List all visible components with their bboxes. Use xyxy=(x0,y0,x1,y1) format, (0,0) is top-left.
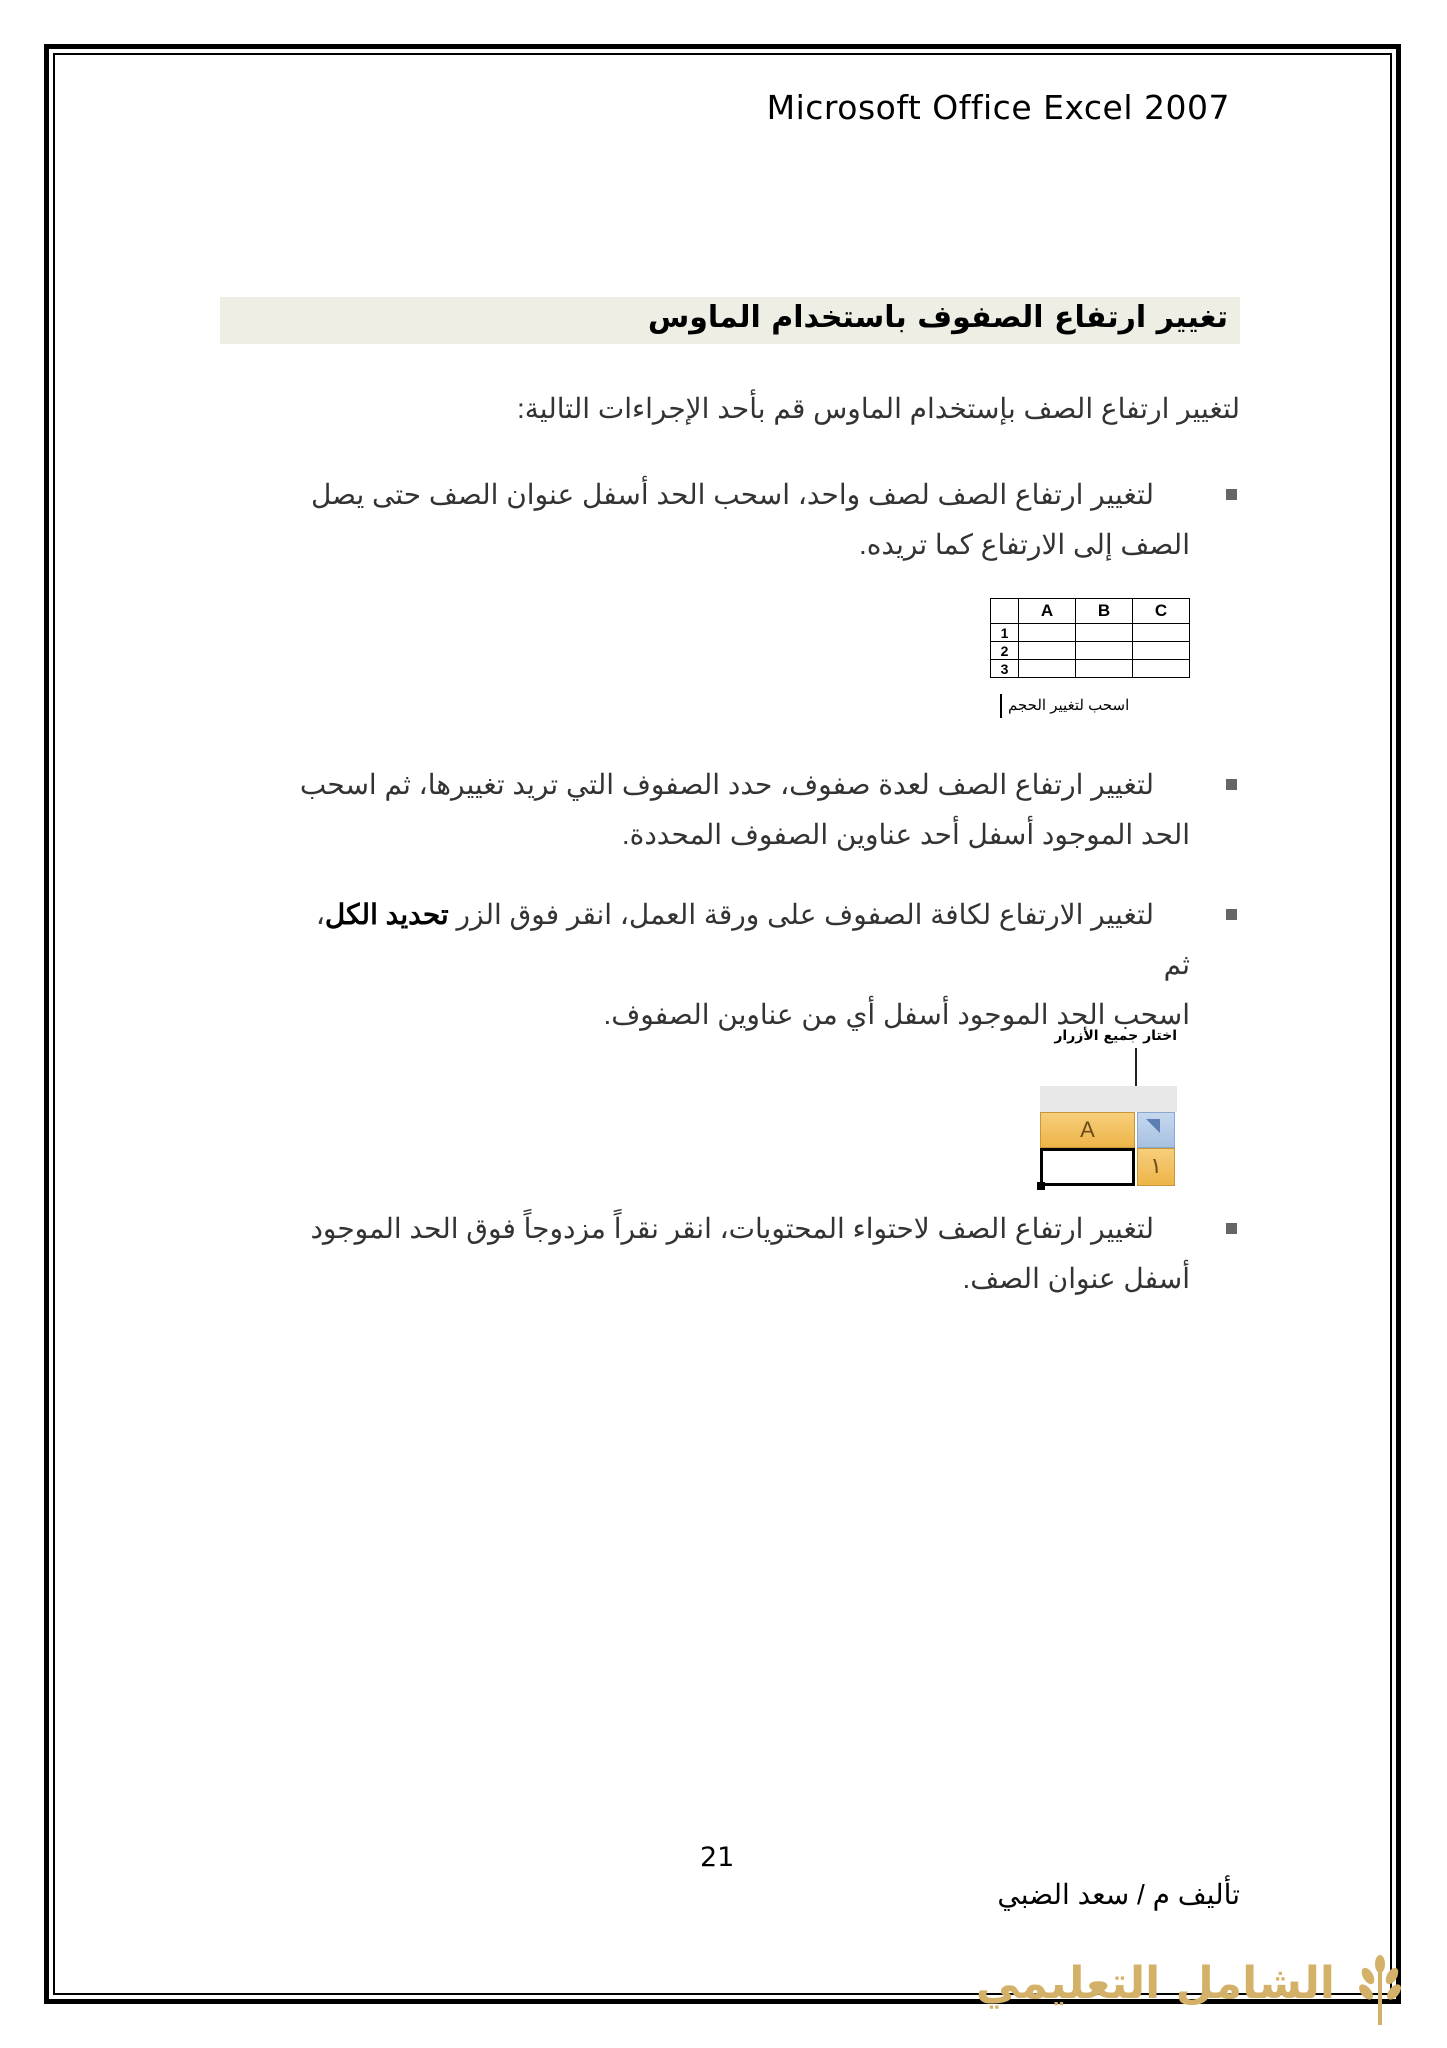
bullet-line: لتغيير ارتفاع الصف لاحتواء المحتويات، انقر نقراً مزدوجاً فوق الحد الموجود xyxy=(310,1213,1154,1244)
figure-caption: اختار جميع الأزرار xyxy=(1054,1028,1177,1044)
header-title: Microsoft Office Excel 2007 xyxy=(766,88,1230,127)
grid-cell xyxy=(1076,642,1133,660)
bullet-text: لتغيير الارتفاع لكافة الصفوف على ورقة العمل، انقر فوق الزر xyxy=(448,899,1154,930)
intro-paragraph: لتغيير ارتفاع الصف بإستخدام الماوس قم بأحد الإجراءات التالية: xyxy=(517,393,1240,424)
bullet-item xyxy=(290,470,1190,570)
bullet-text: ، ثم xyxy=(315,899,1190,980)
select-all-triangle-icon xyxy=(1146,1119,1160,1133)
grid-cell xyxy=(1019,624,1076,642)
bullet-item xyxy=(290,760,1190,860)
column-header: A xyxy=(1040,1112,1135,1148)
bullet-marker xyxy=(1226,1223,1237,1234)
bullet-line xyxy=(290,890,1190,990)
section-heading-bar xyxy=(220,297,1240,344)
column-header: C xyxy=(1133,599,1190,624)
grid-cell xyxy=(1076,660,1133,678)
bullet-line: أسفل عنوان الصف. xyxy=(962,1263,1190,1294)
figure-caption: اسحب لتغيير الحجم xyxy=(1008,697,1130,714)
resize-cursor-icon xyxy=(1000,694,1002,718)
bullet-line: الحد الموجود أسفل أحد عناوين الصفوف المحددة. xyxy=(621,819,1190,850)
bullet-line: لتغيير ارتفاع الصف لصف واحد، اسحب الحد أسفل عنوان الصف حتى يصل xyxy=(310,479,1154,510)
column-header: A xyxy=(1019,599,1076,624)
active-cell xyxy=(1040,1148,1135,1186)
bullet-line: لتغيير ارتفاع الصف لعدة صفوف، حدد الصفوف التي تريد تغييرها، ثم اسحب xyxy=(299,769,1154,800)
bullet-marker xyxy=(1226,489,1237,500)
grid-cell xyxy=(1076,624,1133,642)
grid-cell xyxy=(1019,660,1076,678)
row-header: 1 xyxy=(991,624,1019,642)
row-resize-figure xyxy=(990,598,1190,723)
bullet-marker xyxy=(1226,779,1237,790)
author-credit: تأليف م / سعد الضبي xyxy=(997,1879,1240,1910)
select-all-label: تحديد الكل xyxy=(324,899,449,930)
select-all-button[interactable] xyxy=(1137,1112,1175,1148)
grid-cell xyxy=(1019,642,1076,660)
row-header: ١ xyxy=(1137,1148,1175,1186)
bullet-item xyxy=(290,1204,1190,1304)
fill-handle-icon xyxy=(1037,1182,1045,1190)
ribbon-strip xyxy=(1040,1086,1177,1112)
corner-cell xyxy=(991,599,1019,624)
column-header: B xyxy=(1076,599,1133,624)
mini-grid xyxy=(990,598,1190,678)
bullet-line: الصف إلى الارتفاع كما تريده. xyxy=(858,529,1190,560)
wheat-logo-icon xyxy=(1340,1950,1420,2030)
select-all-figure xyxy=(1035,1028,1185,1179)
grid-cell xyxy=(1133,660,1190,678)
grid-cell xyxy=(1133,642,1190,660)
publisher-logo xyxy=(975,1950,1420,2030)
logo-text: الشامل التعليمي xyxy=(975,1958,1335,2009)
row-header: 3 xyxy=(991,660,1019,678)
bullet-marker xyxy=(1226,909,1237,920)
grid-cell xyxy=(1133,624,1190,642)
bullet-line: اسحب الحد الموجود أسفل أي من عناوين الصفوف. xyxy=(603,999,1190,1030)
page-number: 21 xyxy=(700,1842,735,1873)
row-header: 2 xyxy=(991,642,1019,660)
bullet-item xyxy=(290,890,1190,1040)
section-heading: تغيير ارتفاع الصفوف باستخدام الماوس xyxy=(647,300,1228,335)
